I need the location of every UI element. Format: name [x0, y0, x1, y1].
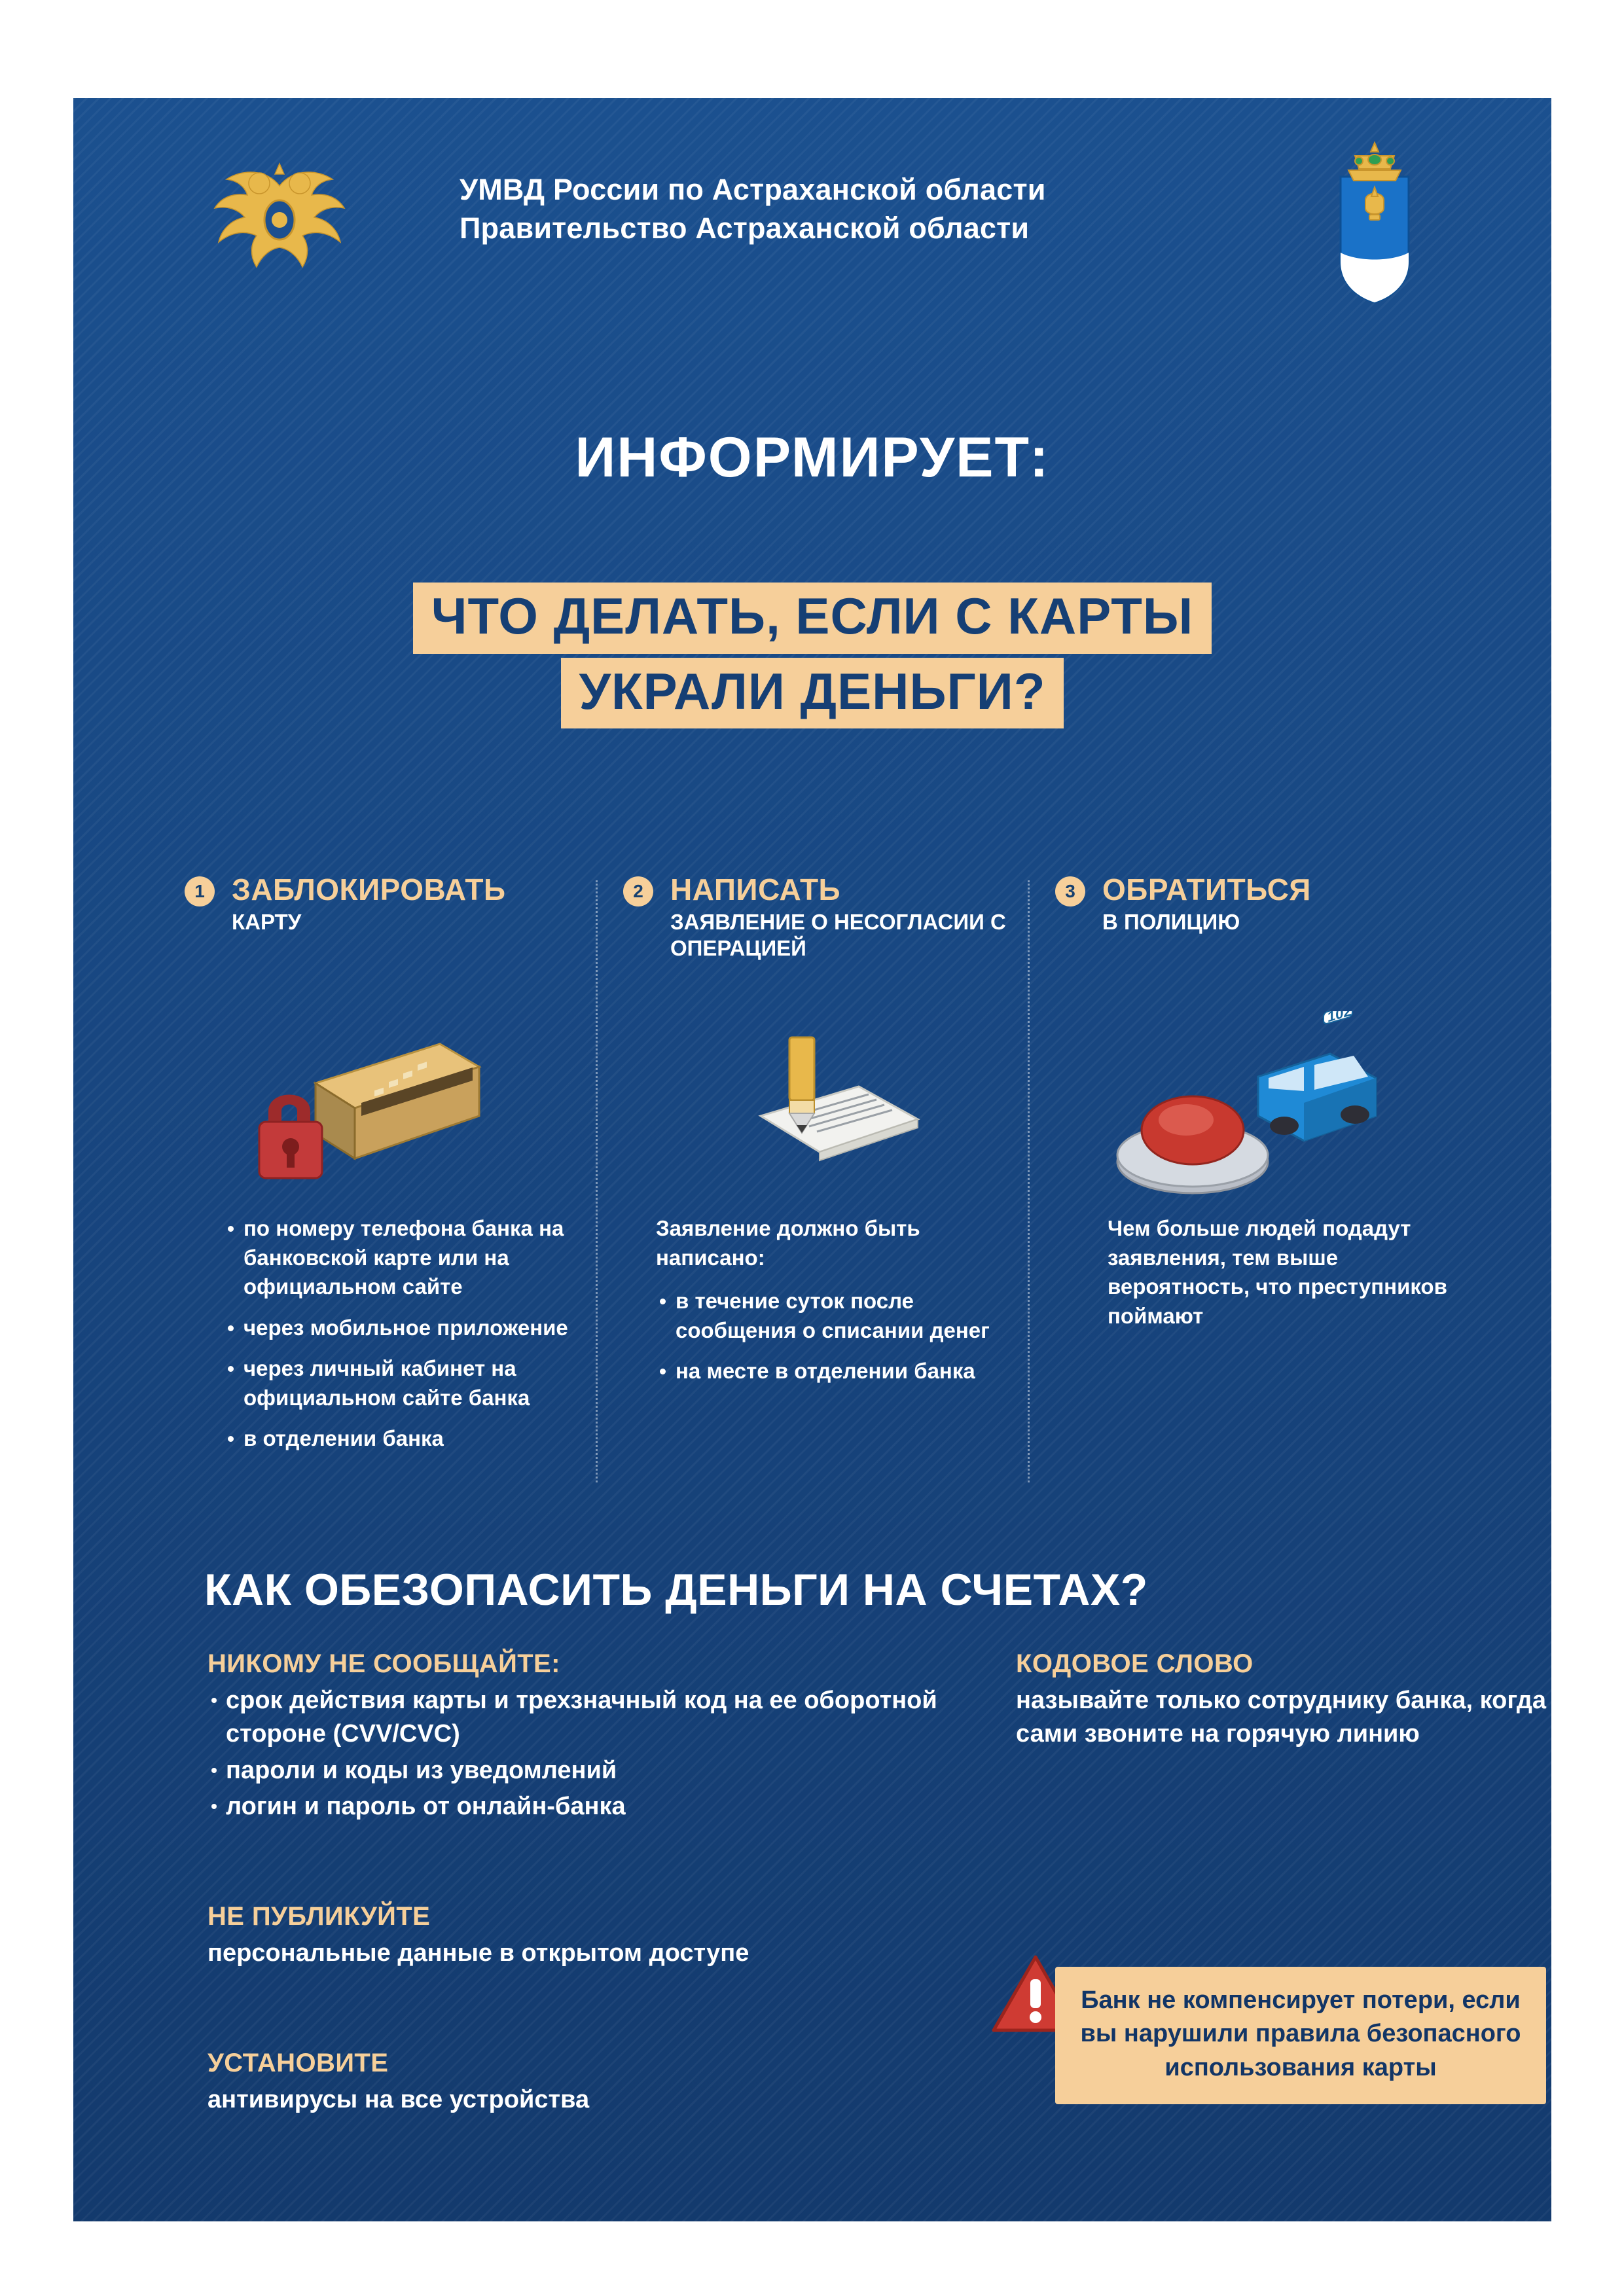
list-item: пароли и коды из уведомлений: [208, 1754, 980, 1787]
step-divider: [596, 880, 598, 1482]
title-line-1: ЧТО ДЕЛАТЬ, ЕСЛИ С КАРТЫ: [413, 583, 1212, 654]
list-item: в отделении банка: [224, 1424, 590, 1454]
list-item: на месте в отделении банка: [656, 1357, 1022, 1386]
step-heading-main: ЗАБЛОКИРОВАТЬ: [232, 872, 506, 906]
astrakhan-region-crest: [1322, 137, 1427, 308]
steps-section: [185, 874, 1448, 1512]
informs-heading: ИНФОРМИРУЕТ:: [575, 426, 1050, 489]
step-number-badge: 3: [1055, 876, 1085, 906]
poster-title: [73, 583, 1551, 728]
step-number-badge: 2: [623, 876, 653, 906]
step-bullet-list: [224, 1214, 590, 1454]
step-heading: [670, 874, 1024, 961]
block-body: персональные данные в открытом доступе: [208, 1939, 749, 1967]
step-heading-main: ОБРАТИТЬСЯ: [1102, 872, 1311, 906]
safety-right-column: [1016, 1649, 1566, 1751]
block-body: [208, 1684, 980, 1823]
block-heading: НИКОМУ НЕ СООБЩАЙТЕ:: [208, 1649, 560, 1678]
poster: [73, 98, 1551, 2221]
step-block: [185, 874, 590, 1512]
warning-box: Банк не компенсирует потери, если вы нарушили правила безопасного использования карты: [1055, 1967, 1546, 2104]
step-heading-sub: ЗАЯВЛЕНИЕ О НЕСОГЛАСИИ С ОПЕРАЦИЕЙ: [670, 910, 1006, 960]
list-item: срок действия карты и трехзначный код на ее оборотной стороне (CVV/CVC): [208, 1684, 980, 1751]
bullet-list: [208, 1684, 980, 1823]
step-body: [656, 1214, 1022, 1398]
step-heading-sub: В ПОЛИЦИЮ: [1102, 910, 1240, 935]
step-block: [623, 874, 1029, 1512]
document-with-pencil-icon: [623, 1011, 1029, 1201]
safety-left-column: [208, 1649, 980, 2117]
svg-text:102: 102: [1327, 1011, 1352, 1026]
organization-names: [460, 170, 1046, 248]
list-item: в течение суток после сообщения о списании денег: [656, 1287, 1022, 1345]
block-heading: НЕ ПУБЛИКУЙТЕ: [208, 1902, 431, 1931]
safety-block-do-not-publish: [208, 1902, 980, 1970]
org-line-1: УМВД России по Астраханской области: [460, 173, 1046, 206]
poster-header: [73, 137, 1551, 308]
step-body: [224, 1214, 590, 1465]
step-heading-sub: КАРТУ: [232, 910, 302, 935]
step-number-badge: 1: [185, 876, 215, 906]
list-item: по номеру телефона банка на банковской карте или на официальном сайте: [224, 1214, 590, 1302]
block-heading: УСТАНОВИТЕ: [208, 2049, 389, 2078]
step-heading: [232, 874, 585, 935]
list-item: через мобильное приложение: [224, 1314, 590, 1343]
block-heading: КОДОВОЕ СЛОВО: [1016, 1649, 1254, 1678]
list-item: логин и пароль от онлайн-банка: [208, 1790, 980, 1823]
police-car-alarm-icon: [1055, 1011, 1461, 1201]
step-intro-text: Заявление должно быть написано:: [656, 1216, 920, 1270]
org-line-2: Правительство Астраханской области: [460, 211, 1030, 245]
safety-block-never-tell: [208, 1649, 980, 1823]
step-heading: [1102, 874, 1456, 935]
list-item: через личный кабинет на официальном сайте банка: [224, 1354, 590, 1412]
safety-block-install: [208, 2049, 980, 2117]
step-body: Чем больше людей подадут заявления, тем выше вероятность, что преступников поймают: [1108, 1216, 1447, 1328]
step-block: [1055, 874, 1461, 1512]
section-title-safety: КАК ОБЕЗОПАСИТЬ ДЕНЬГИ НА СЧЕТАХ?: [204, 1565, 1148, 1615]
block-body: называйте только сотруднику банка, когда сами звоните на горячую линию: [1016, 1687, 1546, 1748]
step-bullet-list: [656, 1287, 1022, 1386]
card-with-lock-icon: [185, 1011, 590, 1201]
title-line-2: УКРАЛИ ДЕНЬГИ?: [561, 658, 1064, 729]
block-body: антивирусы на все устройства: [208, 2086, 590, 2114]
step-heading-main: НАПИСАТЬ: [670, 872, 841, 906]
safety-block-code-word: [1016, 1649, 1566, 1751]
mvd-eagle-emblem: [204, 157, 355, 281]
